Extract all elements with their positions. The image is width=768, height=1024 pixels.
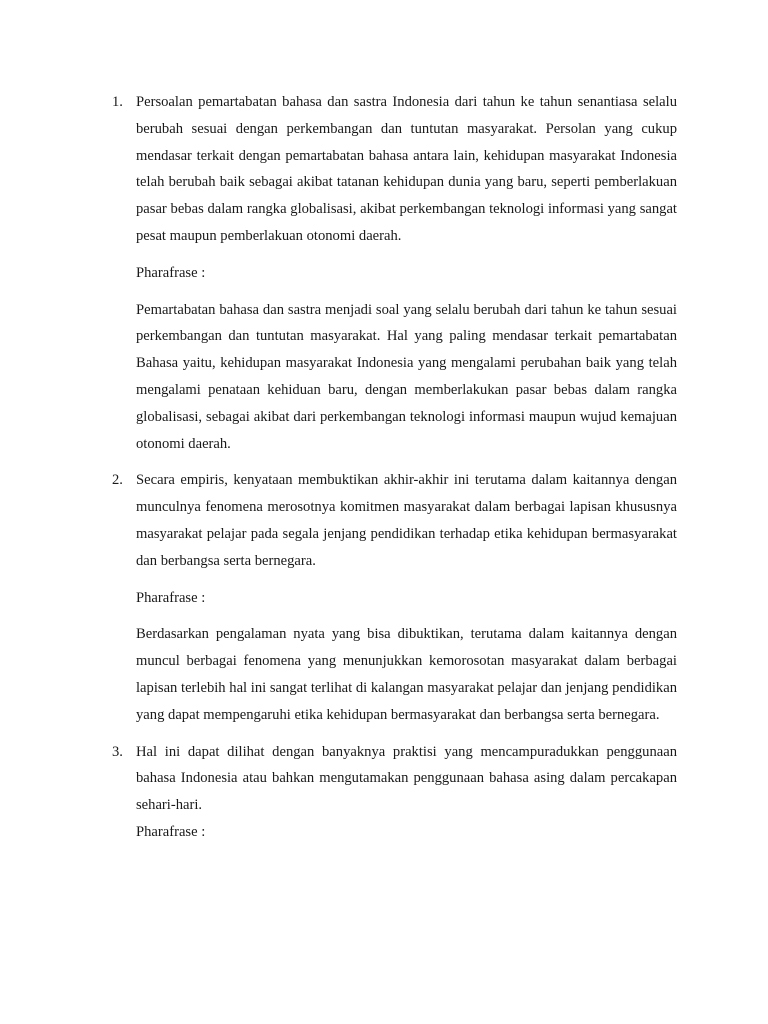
item-number: 3.: [112, 743, 123, 760]
item-number: 1.: [112, 94, 123, 110]
paraphrase-label: Pharafrase :: [136, 823, 206, 840]
numbered-list: [112, 89, 677, 846]
paraphrase-label: Pharafrase :: [136, 264, 206, 281]
item-text: Secara empiris, kenyataan membuktikan akhir-akhir ini terutama dalam kaitannya dengan munculnya fenomena merosotnya komitmen masyarakat dalam berbagai lapisan khususnya masyarakat pelajar pada segala jenjang pendidikan terhadap etika kehidupan bermasyarakat dan berbangsa serta bernegara.: [136, 472, 677, 569]
item-text: Hal ini dapat dilihat dengan banyaknya praktisi yang mencampuradukkan penggunaan bahasa Indonesia atau bahkan mengutamakan penggunaan bahasa asing dalam percakapan sehari-hari.: [136, 743, 677, 814]
list-item-1: [112, 89, 677, 457]
item-number: 2.: [112, 472, 123, 489]
paraphrase-label: Pharafrase :: [136, 589, 206, 606]
item-text: Persoalan pemartabatan bahasa dan sastra Indonesia dari tahun ke tahun senantiasa selalu berubah sesuai dengan perkembangan dan tuntutan masyarakat. Persolan yang cukup mendasar terkait dengan pemartabatan bahasa antara lain, kehidupan masyarakat Indonesia telah berubah baik sebagai akibat tatanan kehidupan dunia yang baru, seperti pemberlakuan pasar bebas dalam rangka globalisasi, akibat perkembangan teknologi informasi yang sangat pesat maupun pemberlakuan otonomi daerah.: [136, 94, 677, 244]
paraphrase-text: Berdasarkan pengalaman nyata yang bisa dibuktikan, terutama dalam kaitannya dengan muncul berbagai fenomena yang menunjukkan kemorosotan masyarakat dalam berbagai lapisan terlebih hal ini sangat terlihat di kalangan masyarakat pelajar dan jenjang pendidikan yang dapat mempengaruhi etika kehidupan bermasyarakat dan berbangsa serta bernegara.: [136, 626, 677, 723]
paraphrase-text: Pemartabatan bahasa dan sastra menjadi soal yang selalu berubah dari tahun ke tahun sesuai perkembangan dan tuntutan masyarakat. Hal yang paling mendasar terkait pemartabatan Bahasa yaitu, kehidupan masyarakat Indonesia yang mengalami perubahan baik yang telah mengalami penataan kehiduan baru, dengan memberlakukan pasar bebas dalam rangka globalisasi, sebagai akibat dari perkembangan teknologi informasi maupun wujud kemajuan otonomi daerah.: [136, 301, 677, 452]
list-item-2: [112, 467, 677, 728]
list-item-3: [112, 739, 677, 846]
